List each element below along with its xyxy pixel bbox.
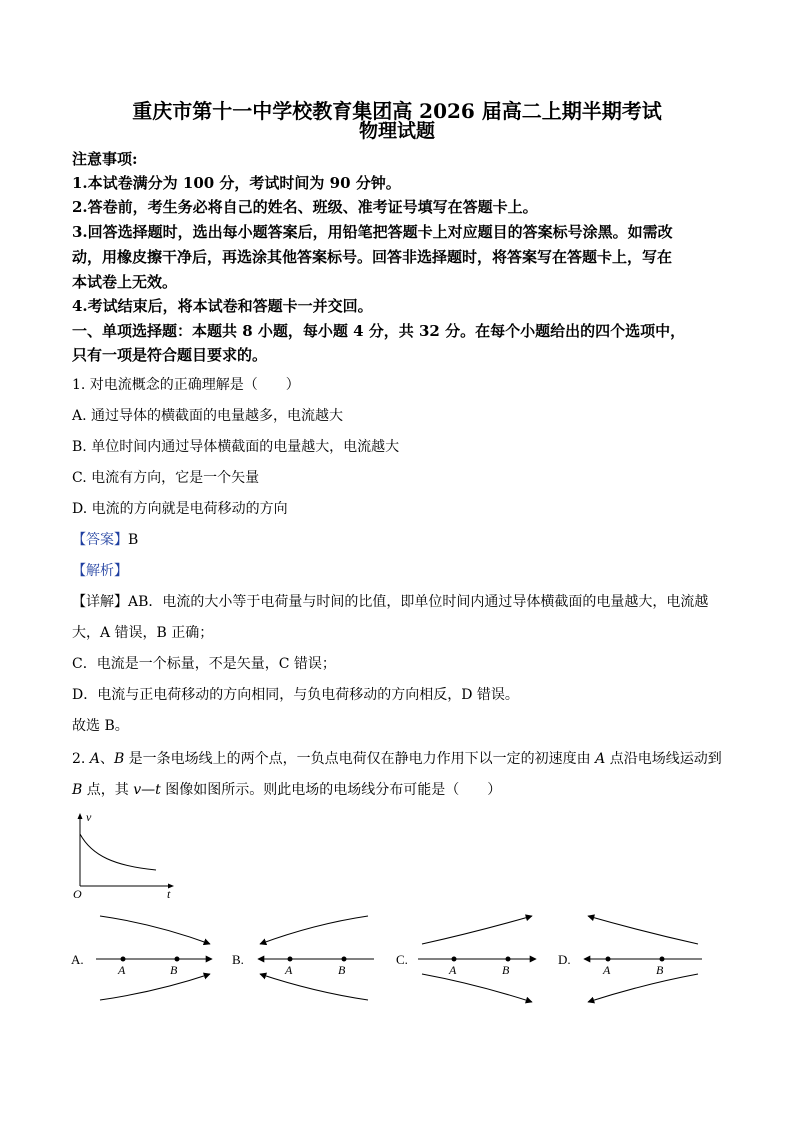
point-a-label: A <box>595 751 606 767</box>
point-b-dot <box>342 957 347 962</box>
q2-number: 2. <box>72 751 90 767</box>
velocity-curve <box>80 834 156 870</box>
question-1-conclusion: 故选 B。 <box>72 718 129 734</box>
velocity-time-graph <box>70 808 180 900</box>
question-1-option-c: C. 电流有方向，它是一个矢量 <box>72 470 260 486</box>
field-line-top <box>260 916 368 944</box>
stem-text: 图像如图所示。则此电场的电场线分布可能是（ ） <box>160 782 502 798</box>
answer-tag: 【答案】 <box>72 532 128 548</box>
time-symbol: t <box>155 782 161 798</box>
field-line-top <box>100 916 210 944</box>
question-1-stem: 1. 对电流概念的正确理解是（ ） <box>72 377 300 393</box>
exam-subtitle: 物理试题 <box>358 120 435 142</box>
point-b-label: B <box>656 963 664 977</box>
point-b-label: B <box>338 963 346 977</box>
stem-text: 是一条电场线上的两个点，一负点电荷仅在静电力作用下以一定的初速度由 <box>124 751 596 767</box>
question-1-detail-c: C．电流是一个标量，不是矢量，C 错误； <box>72 656 336 672</box>
option-a-diagram <box>71 916 212 1000</box>
notice-item-1: 1.本试卷满分为 100 分，考试时间为 90 分钟。 <box>72 174 401 192</box>
option-a-label: A. <box>71 952 84 967</box>
field-line-bottom <box>260 974 368 1000</box>
option-c-label: C. <box>396 952 408 967</box>
exam-title: 重庆市第十一中学校教育集团高 2026 届高二上期半期考试 <box>132 99 662 123</box>
question-1-detail-line-2: 大，A 错误，B 正确； <box>72 625 214 641</box>
dash: — <box>141 782 156 798</box>
point-b-label: B <box>170 963 178 977</box>
separator: 、 <box>99 751 114 767</box>
option-b-diagram <box>232 916 374 1000</box>
option-d-label: D. <box>558 952 571 967</box>
section-heading-line-1: 一、单项选择题：本题共 8 小题，每小题 4 分，共 32 分。在每个小题给出的四个选项中， <box>72 322 686 340</box>
question-1-option-b: B. 单位时间内通过导体横截面的电量越大，电流越大 <box>72 439 400 455</box>
question-1-option-a: A. 通过导体的横截面的电量越多，电流越大 <box>72 408 344 424</box>
question-1-answer <box>72 529 138 549</box>
field-line-bottom <box>422 974 532 1002</box>
question-2-stem-line-2 <box>72 779 501 799</box>
section-heading-line-2: 只有一项是符合题目要求的。 <box>72 346 268 364</box>
point-a-label: A <box>603 963 611 977</box>
stem-text: 点沿电场线运动到 <box>605 751 722 767</box>
point-b-dot <box>506 957 511 962</box>
v-axis-arrow <box>78 813 83 819</box>
question-1-analysis-tag: 【解析】 <box>72 563 128 579</box>
notice-item-2: 2.答卷前，考生务必将自己的姓名、班级、准考证号填写在答题卡上。 <box>72 198 538 216</box>
point-a-dot <box>288 957 293 962</box>
point-a-dot <box>452 957 457 962</box>
option-b-label: B. <box>232 952 244 967</box>
stem-text: 点，其 <box>82 782 134 798</box>
point-b-dot <box>660 957 665 962</box>
point-b-label: B <box>502 963 510 977</box>
point-b-label: B <box>72 782 83 798</box>
question-1-detail-d: D．电流与正电荷移动的方向相同，与负电荷移动的方向相反，D 错误。 <box>72 687 519 703</box>
point-a-label: A <box>285 963 293 977</box>
question-2-stem-line-1 <box>72 748 722 768</box>
field-line-top <box>588 916 698 944</box>
point-a-label: A <box>118 963 126 977</box>
point-b-label: B <box>113 751 125 767</box>
notice-item-3-line-1: 3.回答选择题时，选出每小题答案后，用铅笔把答题卡上对应题目的答案标号涂黑。如需改 <box>72 223 673 241</box>
point-b-dot <box>175 957 180 962</box>
option-d-diagram <box>558 916 702 1002</box>
notice-item-3-line-3: 本试卷上无效。 <box>72 273 178 291</box>
notice-item-4: 4.考试结束后，将本试卷和答题卡一并交回。 <box>72 297 373 315</box>
field-line-options <box>66 908 726 1008</box>
notice-heading: 注意事项: <box>72 150 138 168</box>
t-axis-label: t <box>167 887 171 900</box>
notice-item-3-line-2: 动，用橡皮擦干净后，再选涂其他答案标号。回答非选择题时，将答案写在答题卡上，写在 <box>72 248 673 266</box>
velocity-symbol: v <box>133 782 142 798</box>
point-a-dot <box>121 957 126 962</box>
point-a-label: A <box>449 963 457 977</box>
point-a-label: A <box>89 751 100 767</box>
point-a-dot <box>606 957 611 962</box>
field-line-bottom <box>588 974 698 1002</box>
field-line-bottom <box>100 974 210 1000</box>
v-axis-label: v <box>86 810 92 824</box>
option-c-diagram <box>396 916 536 1002</box>
origin-label: O <box>73 887 82 900</box>
question-1-detail-line-1: 【详解】AB．电流的大小等于电荷量与时间的比值，即单位时间内通过导体横截面的电量越大，电流越 <box>72 594 709 610</box>
field-line-top <box>422 916 532 944</box>
answer-value: B <box>128 532 139 548</box>
question-1-option-d: D. 电流的方向就是电荷移动的方向 <box>72 501 288 517</box>
